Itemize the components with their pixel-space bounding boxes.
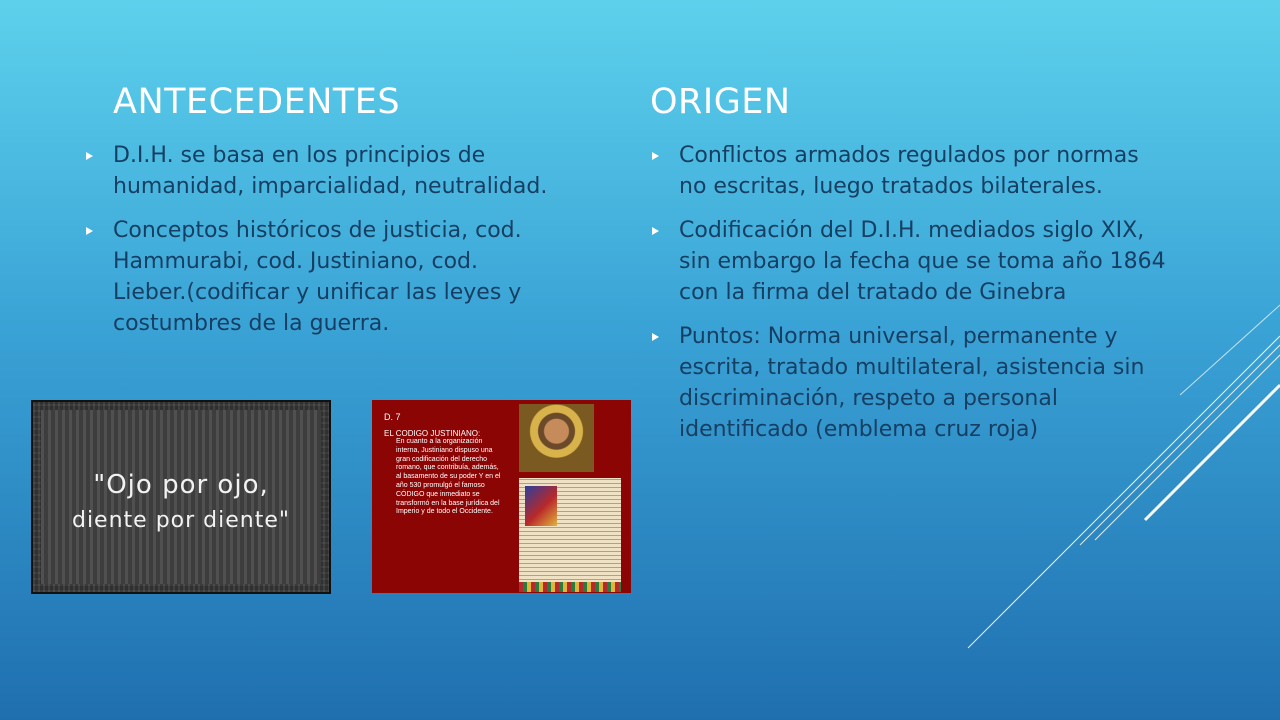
bullet-text: Conflictos armados regulados por normas no escritas, luego tratados bilaterales.	[679, 143, 1139, 199]
codigo-label: D. 7	[384, 412, 401, 422]
bullet-arrow-icon	[652, 152, 659, 160]
antecedentes-list	[82, 140, 552, 352]
bullet-text: Codificación del D.I.H. mediados siglo XIX, sin embargo la fecha que se toma año 1864 con la firma del tratado de Ginebra	[679, 218, 1166, 305]
bullet-arrow-icon	[652, 227, 659, 235]
ojo-caption-line1: "Ojo por ojo,	[93, 470, 269, 500]
ojo-por-ojo-image	[31, 400, 331, 594]
bullet-arrow-icon	[652, 333, 659, 341]
codigo-heading: EL CODIGO JUSTINIANO:	[384, 429, 481, 438]
list-item	[648, 140, 1173, 202]
justinian-portrait-image	[519, 404, 594, 472]
manuscript-image	[519, 478, 621, 592]
bullet-text: Puntos: Norma universal, permanente y escrita, tratado multilateral, asistencia sin discriminación, respeto a personal identificado (emblema cruz roja)	[679, 324, 1145, 442]
illumination-decoration	[525, 486, 557, 526]
manuscript-border-decoration	[519, 582, 621, 592]
bullet-arrow-icon	[86, 152, 93, 160]
list-item	[82, 215, 552, 339]
list-item	[82, 140, 552, 202]
origen-list	[648, 140, 1173, 458]
list-item	[648, 321, 1173, 445]
bullet-text: D.I.H. se basa en los principios de humanidad, imparcialidad, neutralidad.	[113, 143, 548, 199]
antecedentes-title: ANTECEDENTES	[113, 82, 401, 122]
bullet-arrow-icon	[86, 227, 93, 235]
list-item	[648, 215, 1173, 308]
codigo-justiniano-image	[372, 400, 631, 593]
ojo-caption-line2: diente por diente"	[71, 508, 290, 533]
stone-texture	[41, 410, 321, 584]
bullet-text: Conceptos históricos de justicia, cod. Hammurabi, cod. Justiniano, cod. Lieber.(codificar y unificar las leyes y costumbres de la guerra.	[113, 218, 522, 336]
codigo-text: En cuanto a la organización interna, Justiniano dispuso una gran codificación del derecho romano, que contribuía, además, al basamento de su poder Y en el año 530 promulgó el famoso CÓDIGO que inmediato se transformó en la base jurídica del Imperio y de todo el Occidente.	[396, 438, 501, 516]
origen-title: ORIGEN	[650, 82, 791, 122]
